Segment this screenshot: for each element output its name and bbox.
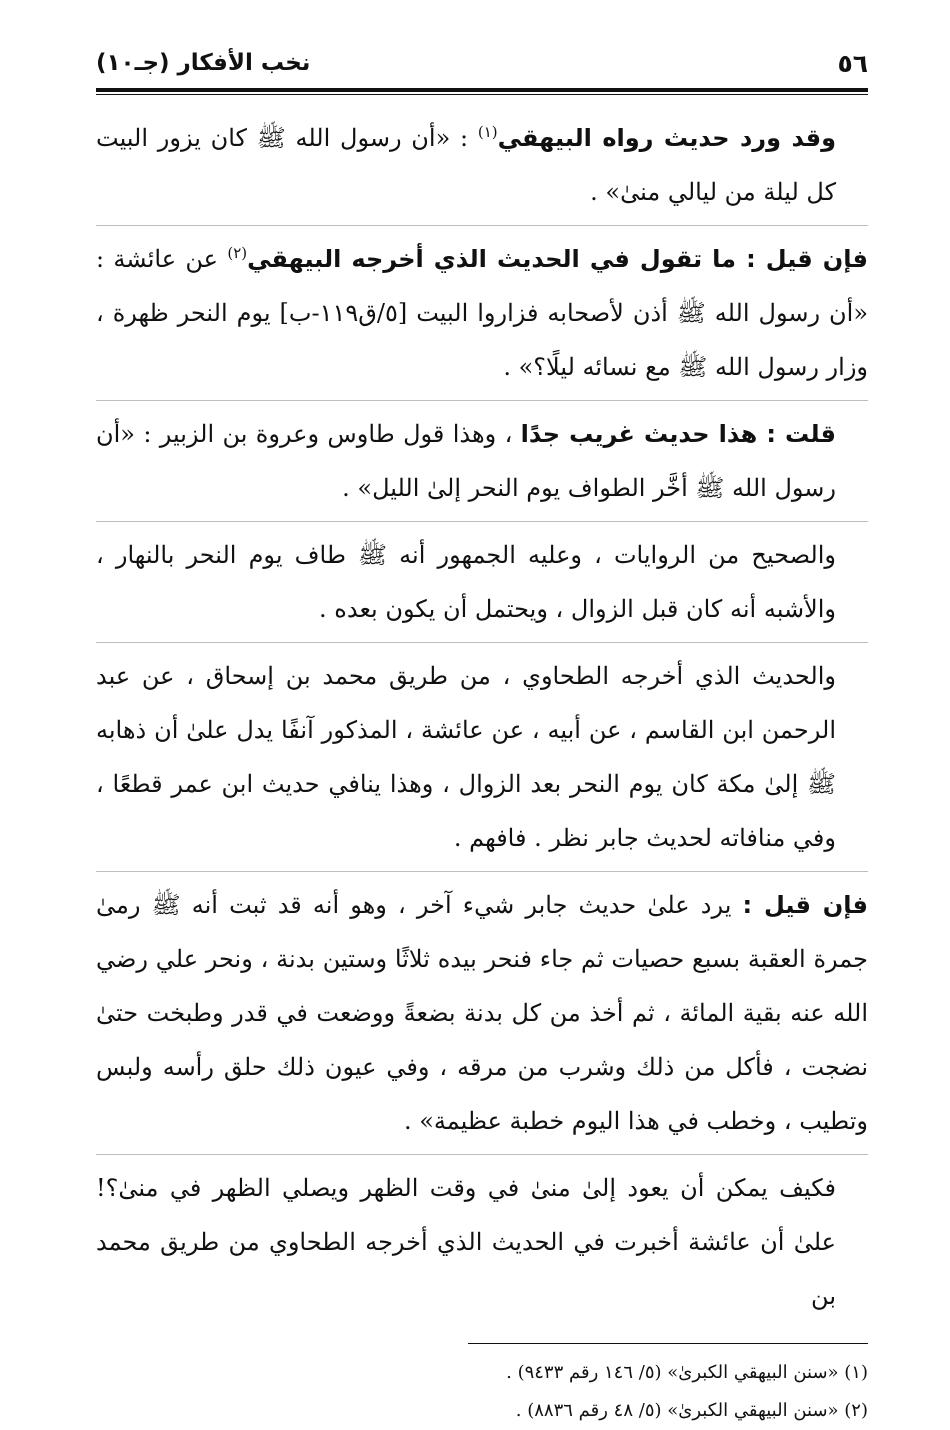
footnotes bbox=[96, 1354, 868, 1430]
footnote-ref: (٢) bbox=[227, 244, 248, 262]
footnote-rule bbox=[468, 1343, 868, 1344]
bold-lead: وقد ورد حديث رواه البيهقي bbox=[497, 124, 836, 152]
paragraph-text: ، وهذا قول طاوس وعروة بن الزبير : «أن رسول الله ﷺ أخَّر الطواف يوم النحر إلىٰ الليل» . bbox=[96, 420, 836, 502]
bold-lead: فإن قيل : bbox=[742, 891, 868, 919]
header-rule bbox=[96, 88, 868, 92]
footnote-1: (١) «سنن البيهقي الكبرىٰ» (٥/ ١٤٦ رقم ٩٤٣٣) . bbox=[506, 1362, 868, 1383]
main-text bbox=[96, 111, 868, 1329]
bold-lead: فإن قيل : ما تقول في الحديث الذي أخرجه البيهقي bbox=[247, 245, 868, 273]
footnote-2: (٢) «سنن البيهقي الكبرىٰ» (٥/ ٤٨ رقم ٨٨٣٦) . bbox=[515, 1400, 868, 1421]
paragraph-2 bbox=[96, 232, 868, 401]
paragraph-7 bbox=[96, 1161, 868, 1329]
paragraph-4 bbox=[96, 528, 868, 643]
paragraph-text: والصحيح من الروايات ، وعليه الجمهور أنه ﷺ طاف يوم النحر بالنهار ، والأشبه أنه كان قبل الزوال ، ويحتمل أن يكون بعده . bbox=[96, 541, 836, 623]
bold-lead: قلت : هذا حديث غريب جدًا bbox=[520, 420, 836, 448]
page-header bbox=[96, 40, 868, 86]
running-title: نخب الأفكار (جـ١٠) bbox=[96, 50, 311, 76]
paragraph-text: فكيف يمكن أن يعود إلىٰ منىٰ في وقت الظهر ويصلي الظهر في منىٰ؟! علىٰ أن عائشة أخبرت في الحديث الذي أخرجه الطحاوي من طريق محمد بن bbox=[96, 1174, 836, 1310]
page-number: ٥٦ bbox=[837, 48, 868, 78]
paragraph-text: : «أن رسول الله ﷺ كان يزور البيت كل ليلة من ليالي منىٰ» . bbox=[96, 124, 836, 206]
paragraph-1 bbox=[96, 111, 868, 226]
paragraph-5 bbox=[96, 649, 868, 872]
header-rule-thin bbox=[96, 94, 868, 95]
paragraph-6 bbox=[96, 878, 868, 1155]
book-page bbox=[96, 40, 869, 1421]
paragraph-text: والحديث الذي أخرجه الطحاوي ، من طريق محمد بن إسحاق ، عن عبد الرحمن ابن القاسم ، عن أبيه ، عن عائشة ، المذكور آنفًا يدل علىٰ أن ذهابه ﷺ إلىٰ مكة كان يوم النحر بعد الزوال ، وهذا ينافي حديث ابن عمر قطعًا ، وفي منافاته لحديث جابر نظر . فافهم . bbox=[96, 662, 836, 852]
paragraph-text: يرد علىٰ حديث جابر شيء آخر ، وهو أنه قد ثبت أنه ﷺ رمىٰ جمرة العقبة بسبع حصيات ثم جاء فنحر بيده ثلاثًا وستين بدنة ، ونحر علي رضي الله عنه بقية المائة ، ثم أخذ من كل بدنة بضعةً ووضعت في قدر وطبخت حتىٰ نضجت ، فأكل من ذلك وشرب من مرقه ، وفي عيون ذلك حلق رأسه ولبس وتطيب ، وخطب في هذا اليوم خطبة عظيمة» . bbox=[96, 891, 869, 1135]
paragraph-text: عن عائشة : «أن رسول الله ﷺ أذن لأصحابه فزاروا البيت [٥/ق١١٩-ب] يوم النحر ظهرة ، وزار رسول الله ﷺ مع نسائه ليلًا؟» . bbox=[96, 245, 868, 381]
paragraph-3 bbox=[96, 407, 868, 522]
footnote-ref: (١) bbox=[477, 123, 498, 141]
